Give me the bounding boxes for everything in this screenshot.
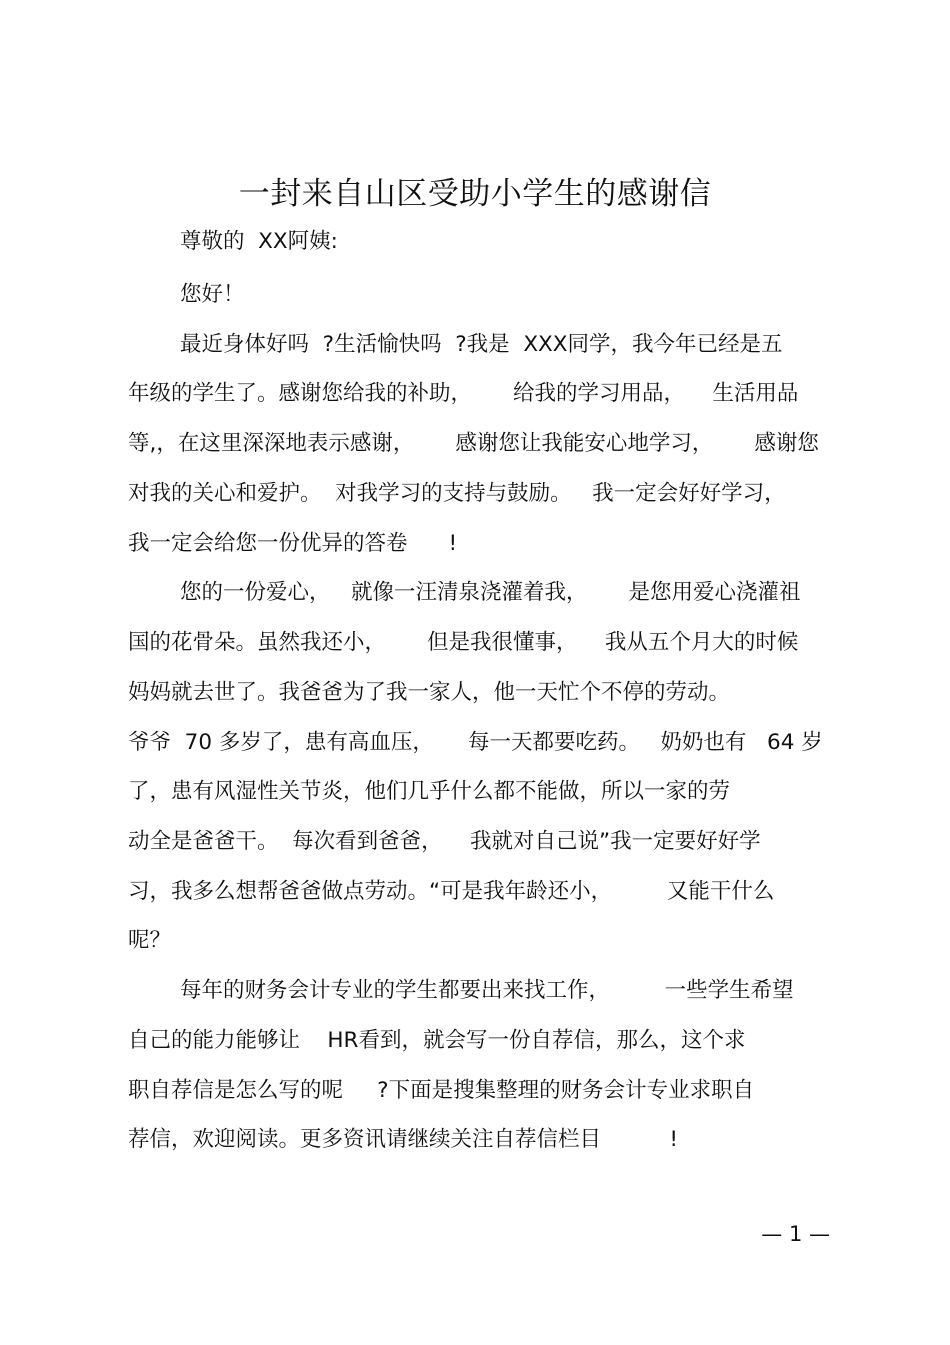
paragraph-line: 年级的学生了。感谢您给我的补助， 给我的学习用品， 生活用品: [128, 381, 799, 406]
page-number: — 1 —: [761, 1222, 830, 1246]
paragraph-line: 荐信，欢迎阅读。更多资讯请继续关注自荐信栏目 !: [128, 1127, 678, 1152]
paragraph-line: 我一定会给您一份优异的答卷 !: [128, 531, 458, 556]
paragraph-line: 职自荐信是怎么写的呢 ?下面是搜集整理的财务会计专业求职自: [128, 1078, 755, 1103]
paragraph-line: 最近身体好吗 ?生活愉快吗 ?我是 XXX同学，我今年已经是五: [180, 332, 783, 357]
paragraph-line: 习，我多么想帮爸爸做点劳动。“可是我年龄还小， 又能干什么: [128, 879, 775, 904]
document-title: 一封来自山区受助小学生的感谢信: [238, 176, 712, 212]
paragraph-line: 了，患有风湿性关节炎，他们几乎什么都不能做，所以一家的劳: [128, 779, 731, 804]
paragraph-line: 每年的财务会计专业的学生都要出来找工作， 一些学生希望: [180, 978, 794, 1003]
paragraph-line: 国的花骨朵。虽然我还小， 但是我很懂事， 我从五个月大的时候: [128, 630, 799, 655]
paragraph-line: 爷爷 70 多岁了，患有高血压， 每一天都要吃药。 奶奶也有 64 岁: [128, 730, 823, 755]
paragraph-line: 妈妈就去世了。我爸爸为了我一家人，他一天忙个不停的劳动。: [128, 680, 731, 705]
paragraph-line: 呢？: [128, 928, 172, 953]
paragraph-line: 动全是爸爸干。 每次看到爸爸， 我就对自己说”我一定要好好学: [128, 829, 761, 854]
paragraph-line: 对我的关心和爱护。 对我学习的支持与鼓励。 我一定会好好学习，: [128, 481, 786, 506]
salutation: 尊敬的 XX阿姨:: [180, 229, 338, 254]
greeting: 您好！: [180, 282, 245, 307]
paragraph-line: 自己的能力能够让 HR看到，就会写一份自荐信，那么，这个求: [128, 1028, 746, 1053]
paragraph-line: 等,，在这里深深地表示感谢， 感谢您让我能安心地学习， 感谢您: [128, 431, 819, 456]
paragraph-line: 您的一份爱心， 就像一汪清泉浇灌着我， 是您用爱心浇灌祖: [180, 580, 801, 605]
